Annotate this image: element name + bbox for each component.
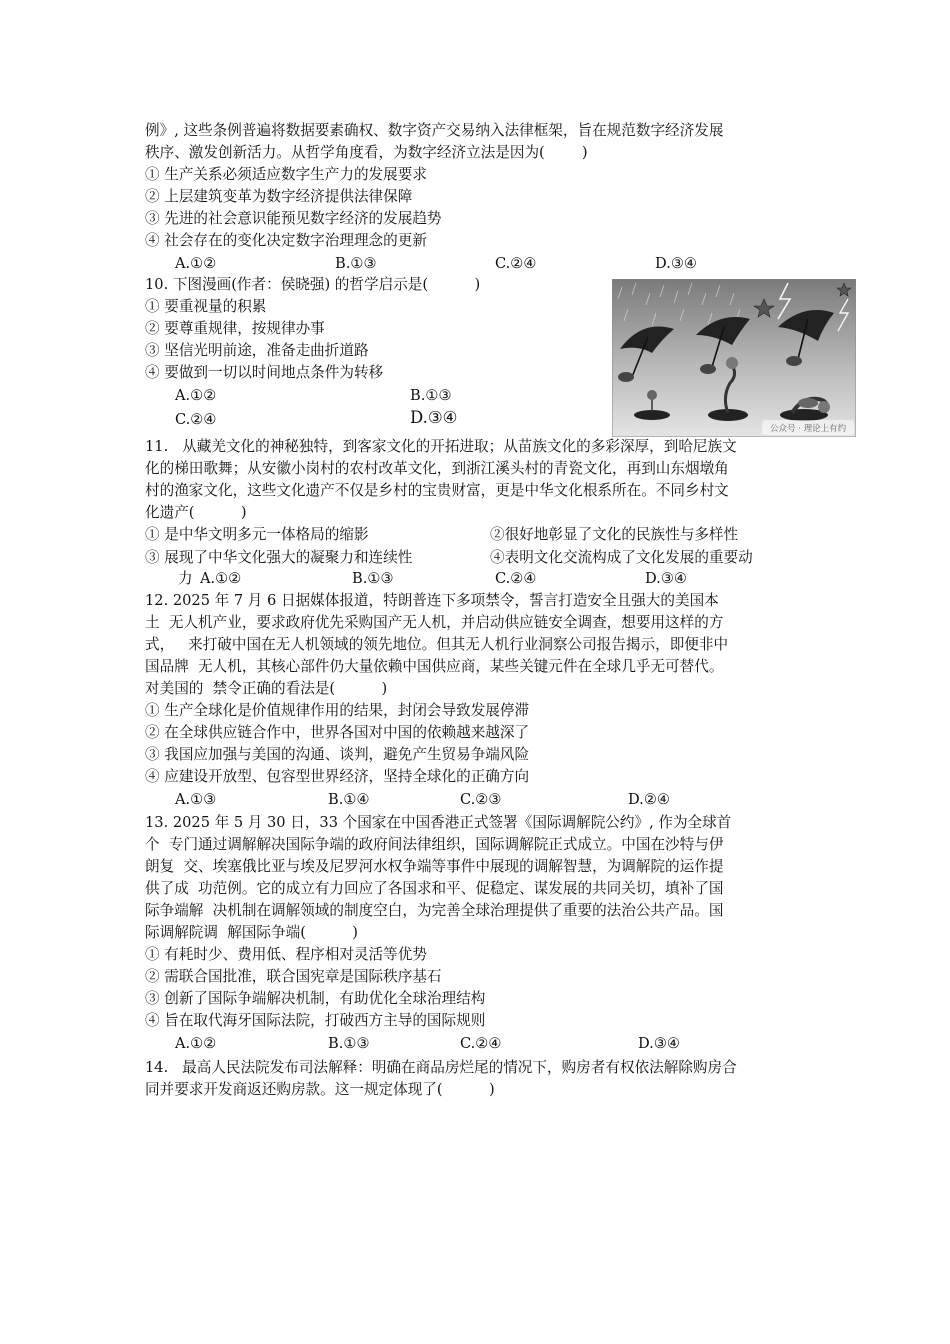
q13-option-d: D.③④ bbox=[638, 1035, 680, 1052]
q12-option-c: C.②③ bbox=[460, 791, 502, 808]
q10-option-d: D.③④ bbox=[410, 408, 458, 427]
cartoon-image bbox=[612, 279, 856, 437]
q10-option-c: C.②④ bbox=[175, 411, 217, 428]
q12-stem-line-1: 12. 2025 年 7 月 6 日据媒体报道，特朗普连下多项禁令，誓言打造安全且强大的美国本 bbox=[145, 592, 719, 609]
q11-item-3: ③ 展现了中华文化强大的凝聚力和连续性 bbox=[145, 549, 413, 566]
q13-stem-line-4: 供了成 功范例。它的成立有力回应了各国求和平、促稳定、谋发展的共同关切，填补了国 bbox=[145, 880, 724, 897]
q9-item-4: ④ 社会存在的变化决定数字治理理念的更新 bbox=[145, 232, 427, 249]
q13-stem-line-3: 朗复 交、埃塞俄比亚与埃及尼罗河水权争端等事件中展现的调解智慧，为调解院的运作提 bbox=[145, 858, 724, 875]
q12-option-b: B.①④ bbox=[328, 791, 370, 808]
q13-item-4: ④ 旨在取代海牙国际法院，打破西方主导的国际规则 bbox=[145, 1012, 486, 1029]
q12-item-3: ③ 我国应加强与美国的沟通、谈判，避免产生贸易争端风险 bbox=[145, 746, 530, 763]
q12-stem-line-4: 国品牌 无人机，其核心部件仍大量依赖中国供应商，某些关键元件在全球几乎无可替代。 bbox=[145, 658, 724, 675]
q13-item-1: ① 有耗时少、费用低、程序相对灵活等优势 bbox=[145, 946, 427, 963]
q10-option-b: B.①③ bbox=[410, 387, 452, 404]
q11-item-4-wrap: 力 bbox=[178, 570, 193, 587]
q11-stem-line-4: 化遗产( ) bbox=[145, 504, 247, 521]
q9-item-3: ③ 先进的社会意识能预见数字经济的发展趋势 bbox=[145, 210, 442, 227]
cartoon-watermark: 公众号 · 理论上有约 bbox=[770, 424, 847, 434]
q14-stem-line-2: 同并要求开发商返还购房款。这一规定体现了( ) bbox=[145, 1081, 495, 1098]
q9-option-d: D.③④ bbox=[655, 255, 697, 272]
q12-stem-line-5: 对美国的 禁令正确的看法是( ) bbox=[145, 680, 388, 697]
q10-item-4: ④ 要做到一切以时间地点条件为转移 bbox=[145, 364, 384, 381]
q11-item-2: ②很好地彰显了文化的民族性与多样性 bbox=[490, 526, 739, 543]
q13-item-2: ② 需联合国批准，联合国宪章是国际秩序基石 bbox=[145, 968, 442, 985]
q12-stem-line-2: 土 无人机产业，要求政府优先采购国产无人机，并启动供应链安全调查，想要用这样的方 bbox=[145, 614, 724, 631]
q11-option-c: C.②④ bbox=[495, 570, 537, 587]
q12-option-d: D.②④ bbox=[628, 791, 670, 808]
q13-option-b: B.①③ bbox=[328, 1035, 370, 1052]
q12-stem-line-3: 式， 来打破中国在无人机领域的领先地位。但其无人机行业洞察公司报告揭示，即便非中 bbox=[145, 636, 729, 653]
q11-item-4: ④表明文化交流构成了文化发展的重要动 bbox=[490, 549, 753, 566]
q9-option-a: A.①② bbox=[175, 255, 217, 272]
q13-stem-line-6: 际调解院调 解国际争端( ) bbox=[145, 924, 358, 941]
q12-item-4: ④ 应建设开放型、包容型世界经济，坚持全球化的正确方向 bbox=[145, 768, 530, 785]
q11-stem-line-3: 村的渔家文化，这些文化遗产不仅是乡村的宝贵财富，更是中华文化根系所在。不同乡村文 bbox=[145, 482, 729, 499]
q12-item-2: ② 在全球供应链合作中，世界各国对中国的依赖越来越深了 bbox=[145, 724, 530, 741]
q11-option-b: B.①③ bbox=[352, 570, 394, 587]
q9-item-1: ① 生产关系必须适应数字生产力的发展要求 bbox=[145, 166, 427, 183]
q10-item-3: ③ 坚信光明前途，准备走曲折道路 bbox=[145, 342, 369, 359]
q13-option-a: A.①② bbox=[175, 1035, 217, 1052]
q10-item-1: ① 要重视量的积累 bbox=[145, 298, 267, 315]
q11-stem-line-1: 11. 从藏羌文化的神秘独特，到客家文化的开拓进取；从苗族文化的多彩深厚，到哈尼族文 bbox=[145, 438, 737, 455]
q9-item-2: ② 上层建筑变革为数字经济提供法律保障 bbox=[145, 188, 413, 205]
q13-stem-line-1: 13. 2025 年 5 月 30 日，33 个国家在中国香港正式签署《国际调解院公约》, 作为全球首 bbox=[145, 814, 732, 831]
q9-stem-line-1: 例》, 这些条例普遍将数据要素确权、数字资产交易纳入法律框架，旨在规范数字经济发展 bbox=[145, 122, 724, 139]
q12-item-1: ① 生产全球化是价值规律作用的结果，封闭会导致发展停滞 bbox=[145, 702, 530, 719]
q10-item-2: ② 要尊重规律，按规律办事 bbox=[145, 320, 325, 337]
q9-option-c: C.②④ bbox=[495, 255, 537, 272]
q11-option-d: D.③④ bbox=[645, 570, 687, 587]
q13-stem-line-2: 个 专门通过调解解决国际争端的政府间法律组织，国际调解院正式成立。中国在沙特与伊 bbox=[145, 836, 724, 853]
q13-option-c: C.②④ bbox=[460, 1035, 502, 1052]
q14-stem-line-1: 14. 最高人民法院发布司法解释：明确在商品房烂尾的情况下，购房者有权依法解除购房合 bbox=[145, 1059, 737, 1076]
q11-stem-line-2: 化的梯田歌舞；从安徽小岗村的农村改革文化，到浙江溪头村的青瓷文化，再到山东烟墩角 bbox=[145, 460, 729, 477]
q12-option-a: A.①③ bbox=[175, 791, 217, 808]
q9-stem-line-2: 秩序、激发创新活力。从哲学角度看，为数字经济立法是因为( ) bbox=[145, 144, 588, 161]
q13-item-3: ③ 创新了国际争端解决机制，有助优化全球治理结构 bbox=[145, 990, 486, 1007]
q10-option-a: A.①② bbox=[175, 387, 217, 404]
q11-item-1: ① 是中华文明多元一体格局的缩影 bbox=[145, 526, 369, 543]
q11-option-a: A.①② bbox=[200, 570, 242, 587]
q10-stem: 10. 下图漫画(作者：侯晓强) 的哲学启示是( ) bbox=[145, 276, 481, 293]
q13-stem-line-5: 际争端解 决机制在调解领域的制度空白，为完善全球治理提供了重要的法治公共产品。国 bbox=[145, 902, 724, 919]
q9-option-b: B.①③ bbox=[335, 255, 377, 272]
